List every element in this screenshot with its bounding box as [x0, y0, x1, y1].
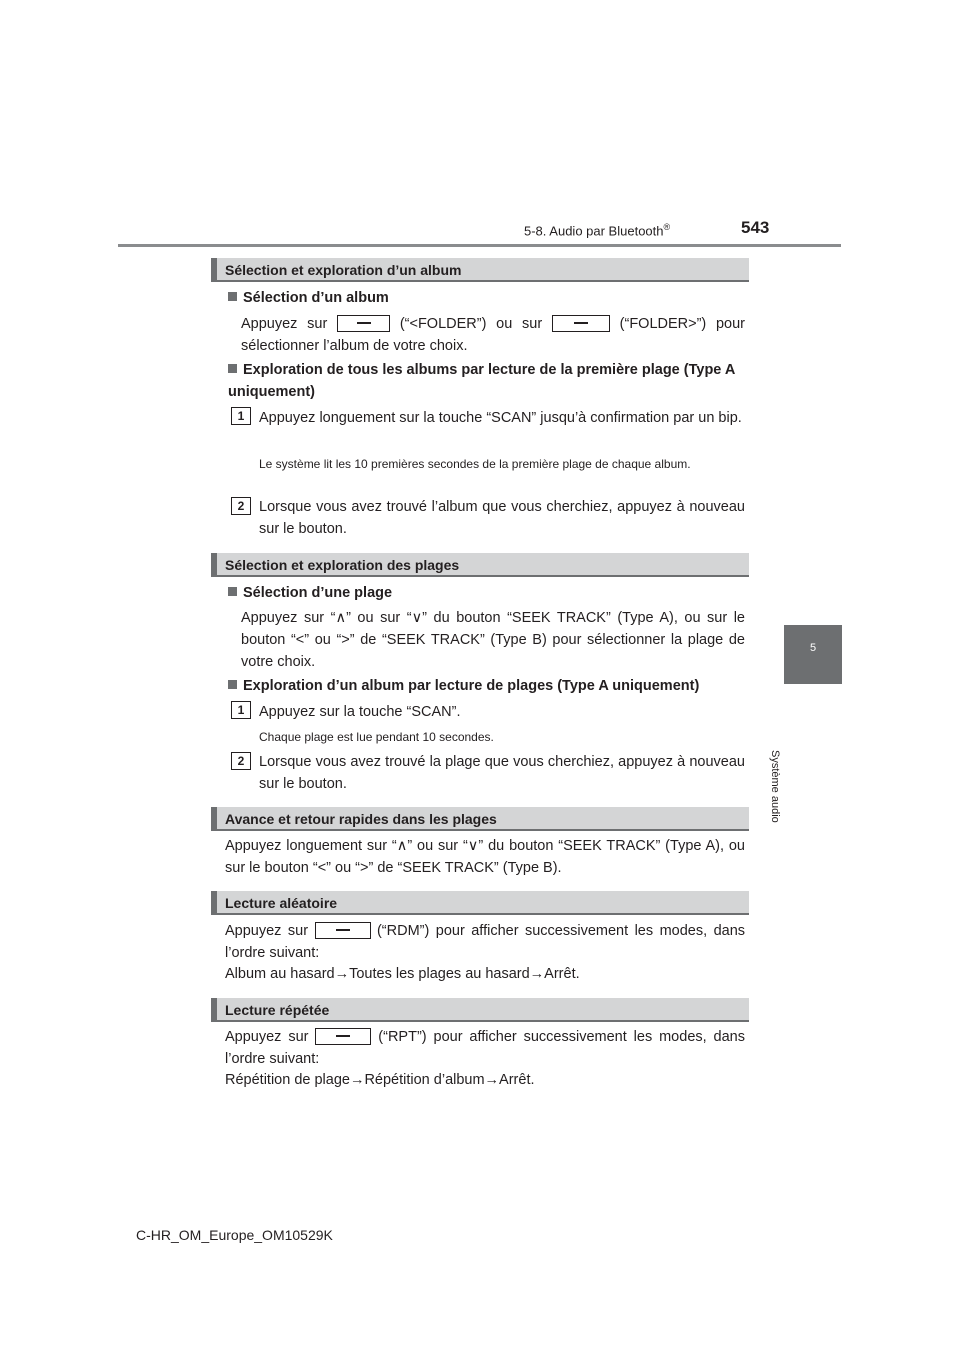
page-number: 543 [741, 218, 770, 237]
paragraph-random-sequence: Album au hasard→Toutes les plages au hasard→Arrêt. [225, 966, 580, 982]
step-number: 1 [231, 407, 251, 425]
section-heading-fast: Avance et retour rapides dans les plages [211, 807, 749, 831]
bullet-square-icon [228, 587, 237, 596]
paragraph-random: Appuyez sur (“RDM”) pour afficher successivement les modes, dans l’ordre suivant: [225, 923, 746, 961]
document-id: C-HR_OM_Europe_OM10529K [136, 1227, 333, 1243]
chapter-tab: 5 [784, 625, 842, 684]
bullet-square-icon [228, 680, 237, 689]
folder-prev-button-icon [337, 315, 390, 332]
step-text: Appuyez longuement sur la touche “SCAN” jusqu’à confirmation par un bip. [259, 410, 742, 426]
paragraph-repeat: Appuyez sur (“RPT”) pour afficher successivement les modes, dans l’ordre suivant: [225, 1029, 745, 1067]
folder-next-button-icon [552, 315, 610, 332]
rdm-button-icon [315, 922, 371, 939]
subheading-album-selection: Sélection d’un album [228, 287, 748, 309]
step-text: Lorsque vous avez trouvé la plage que vous cherchiez, appuyez à nouveau sur le bouton. [259, 754, 745, 792]
header-divider [118, 244, 841, 247]
section-heading-repeat: Lecture répétée [211, 998, 749, 1022]
step-text: Appuyez sur la touche “SCAN”. [259, 704, 461, 720]
paragraph-repeat-sequence: Répétition de plage→Répétition d’album→Arrêt. [225, 1072, 535, 1088]
header-section-title: 5-8. Audio par Bluetooth® [524, 222, 671, 239]
step-note: Le système lit les 10 premières secondes de la première plage de chaque album. [259, 457, 691, 471]
subheading-album-scan: Exploration de tous les albums par lecture de la première plage (Type A uniquement) [228, 362, 735, 400]
section-heading-tracks: Sélection et exploration des plages [211, 553, 749, 577]
bullet-square-icon [228, 292, 237, 301]
paragraph-fast: Appuyez longuement sur “∧” ou sur “∨” du bouton “SEEK TRACK” (Type A), ou sur le bouton “<” ou “>” de “SEEK TRACK” (Type B). [225, 838, 745, 876]
step-number: 2 [231, 497, 251, 515]
paragraph-track-selection: Appuyez sur “∧” ou sur “∨” du bouton “SEEK TRACK” (Type A), ou sur le bouton “<” ou “>” de “SEEK TRACK” (Type B) pour sélectionner la plage de votre choix. [241, 610, 745, 670]
step-number: 1 [231, 701, 251, 719]
subheading-track-selection: Sélection d’une plage [228, 582, 748, 604]
chapter-label: Système audio [769, 750, 781, 823]
paragraph-album-selection: Appuyez sur (“<FOLDER”) ou sur (“FOLDER>”) pour sélectionner l’album de votre choix. [241, 316, 746, 354]
rpt-button-icon [315, 1028, 371, 1045]
section-heading-album: Sélection et exploration d’un album [211, 258, 749, 282]
step-text: Lorsque vous avez trouvé l’album que vous cherchiez, appuyez à nouveau sur le bouton. [259, 499, 745, 537]
section-heading-random: Lecture aléatoire [211, 891, 749, 915]
step-number: 2 [231, 752, 251, 770]
bullet-square-icon [228, 364, 237, 373]
subheading-track-scan: Exploration d’un album par lecture de plages (Type A uniquement) [228, 675, 748, 697]
step-note: Chaque plage est lue pendant 10 secondes. [259, 730, 494, 744]
